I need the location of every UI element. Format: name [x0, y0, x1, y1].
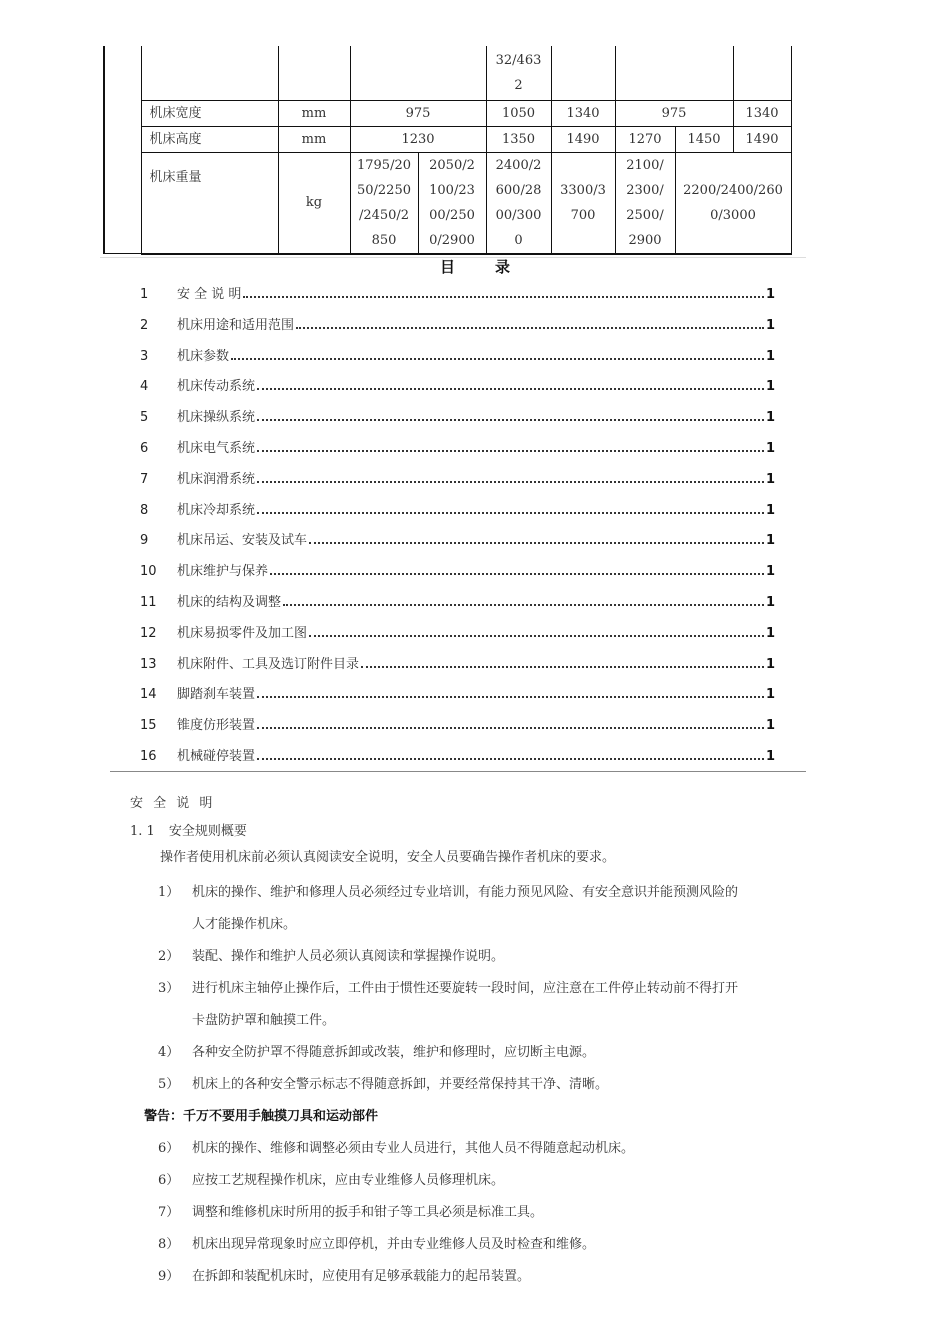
rule-text: 各种安全防护罩不得随意拆卸或改装，维护和修理时，应切断主电源。: [192, 1045, 596, 1060]
rule-number: 4）: [158, 1045, 180, 1060]
spec-value: 1230: [350, 126, 486, 152]
toc-item[interactable]: [140, 529, 775, 560]
rule-number: 7）: [158, 1205, 180, 1220]
spec-value: 1340: [551, 100, 615, 126]
toc-item[interactable]: [140, 653, 775, 684]
toc-page-number: 1: [765, 656, 775, 672]
toc-number: 2: [140, 317, 149, 333]
toc-item[interactable]: [140, 345, 775, 376]
toc-page-number: 1: [765, 533, 775, 549]
rule-item: [158, 1229, 808, 1261]
rule-item: [158, 1037, 808, 1069]
toc-entry-title: 机床附件、工具及选订附件目录: [177, 656, 360, 672]
spec-value: [486, 152, 551, 254]
toc-entry-title: 脚踏刹车装置: [177, 687, 256, 703]
rule-item: [158, 1261, 808, 1293]
row-label: 机床宽度: [141, 100, 278, 126]
cell-line: 0/2900: [429, 232, 475, 248]
toc-number: 7: [140, 471, 149, 487]
toc-entry-title: 机床电气系统: [177, 440, 256, 456]
cell-line: 2050/2: [429, 157, 475, 173]
spec-value: 1270: [615, 126, 675, 152]
toc-page-number: 1: [765, 564, 775, 580]
toc-number: 14: [140, 687, 157, 703]
rule-item: [158, 941, 808, 973]
section-heading: 安 全 说 明: [130, 796, 216, 811]
toc-entry-title: 机床易损零件及加工图: [177, 625, 308, 641]
cell-line: 50/2250: [356, 182, 411, 198]
toc-item[interactable]: [140, 683, 775, 714]
rule-text: 卡盘防护罩和触摸工件。: [192, 1013, 336, 1028]
rule-number: 2）: [158, 949, 180, 964]
toc-entry-title: 安 全 说 明: [177, 287, 242, 302]
rule-text: 装配、操作和维护人员必须认真阅读和掌握操作说明。: [192, 949, 505, 964]
spec-value: [615, 152, 675, 254]
toc-item[interactable]: [140, 714, 775, 745]
toc-entry-title: 机床维护与保养: [177, 564, 269, 580]
toc-page-number: 1: [765, 687, 775, 703]
toc-leader-dots: [257, 758, 764, 760]
toc-title: 目录: [439, 258, 550, 276]
cell-line: 0/3000: [710, 207, 756, 223]
toc-number: 9: [140, 533, 149, 549]
spec-value: 1450: [675, 126, 733, 152]
rule-item: [158, 973, 808, 1005]
row-label: 机床重量: [141, 152, 278, 254]
rules-list: [144, 877, 808, 1293]
cell-line: 2500/: [626, 207, 664, 223]
rule-number: 6）: [158, 1141, 180, 1156]
cell-line: 00/300: [495, 207, 542, 223]
toc-page-number: 1: [765, 410, 775, 426]
subsection-heading: [130, 820, 261, 839]
spec-row-width: [104, 100, 791, 126]
toc-leader-dots: [257, 419, 764, 421]
toc-page-number: 1: [765, 594, 775, 610]
spec-cell: [141, 46, 278, 100]
toc-page-number: 1: [765, 348, 775, 364]
spec-value: 1490: [733, 126, 791, 152]
rule-number: 5）: [158, 1077, 180, 1092]
toc-page-number: 1: [765, 317, 775, 333]
rule-text: 人才能操作机床。: [192, 917, 297, 932]
toc-leader-dots: [257, 727, 764, 729]
spec-cell: [615, 46, 733, 100]
row-label: 机床高度: [141, 126, 278, 152]
rule-number: 3）: [158, 981, 180, 996]
cell-line: 1795/20: [356, 157, 411, 173]
toc-leader-dots: [283, 604, 764, 606]
toc-leader-dots: [231, 358, 764, 360]
toc-entry-title: 机床传动系统: [177, 379, 256, 395]
toc-number: 13: [140, 656, 157, 672]
rule-item: [158, 1197, 808, 1229]
rule-number: 9）: [158, 1269, 180, 1284]
toc-number: 15: [140, 718, 157, 734]
cell-line: 2: [514, 77, 523, 93]
toc-leader-dots: [257, 450, 764, 452]
spec-table: [103, 46, 792, 255]
spec-cell: [551, 46, 615, 100]
cell-line: 32/463: [495, 52, 542, 68]
cell-line: 2400/2: [495, 157, 542, 173]
toc-item[interactable]: [140, 406, 775, 437]
spec-value: 1490: [551, 126, 615, 152]
toc-page-number: 1: [765, 440, 775, 456]
warning-text: 警告：千万不要用手触摸刀具和运动部件: [144, 1109, 379, 1124]
spec-cell: [278, 46, 350, 100]
toc-entry-title: 机械碰停装置: [177, 748, 256, 764]
toc-item[interactable]: [140, 375, 775, 406]
spec-row-height: [104, 126, 791, 152]
rule-text: 进行机床主轴停止操作后，工件由于惯性还要旋转一段时间，应注意在工件停止转动前不得打开: [192, 981, 739, 996]
rule-item: [158, 877, 808, 909]
cell-line: 100/23: [429, 182, 475, 198]
spec-cell: [733, 46, 791, 100]
spec-value: [350, 152, 418, 254]
cell-line: 2200/2400/260: [683, 182, 783, 198]
toc-item[interactable]: [140, 499, 775, 530]
toc-number: 4: [140, 379, 149, 395]
spec-cell: [350, 46, 486, 100]
toc-number: 12: [140, 625, 157, 641]
cell-line: 0: [514, 232, 523, 248]
toc-item[interactable]: [140, 468, 775, 499]
toc-item[interactable]: [140, 314, 775, 345]
cell-line: 850: [371, 232, 397, 248]
spec-value: 1340: [733, 100, 791, 126]
toc-item[interactable]: [140, 437, 775, 468]
intro-paragraph: 操作者使用机床前必须认真阅读安全说明，安全人员要确告操作者机床的要求。: [160, 850, 616, 865]
toc-page-number: 1: [765, 502, 775, 518]
toc-page-number: 1: [765, 625, 775, 641]
rule-indent: [158, 909, 192, 941]
rule-number: 6）: [158, 1173, 180, 1188]
spec-row-top: [104, 46, 791, 100]
toc-page-number: 1: [765, 379, 775, 395]
toc-number: 11: [140, 594, 157, 610]
toc-entry-title: 机床冷却系统: [177, 502, 256, 518]
toc-entry-title: 机床的结构及调整: [177, 594, 282, 610]
rule-text: 调整和维修机床时所用的扳手和钳子等工具必须是标准工具。: [192, 1205, 544, 1220]
rule-item-continuation: [158, 909, 808, 941]
cell-line: 00/250: [429, 207, 475, 223]
toc-number: 8: [140, 502, 149, 518]
toc-item[interactable]: [140, 283, 775, 314]
spec-value: [675, 152, 791, 254]
row-unit: mm: [278, 100, 350, 126]
rule-indent: [158, 1005, 192, 1037]
spec-left-margin-cell: [104, 46, 141, 254]
toc-number: 3: [140, 348, 149, 364]
toc-leader-dots: [257, 696, 764, 698]
spec-value: [551, 152, 615, 254]
toc-list: [140, 283, 775, 776]
rule-item: [158, 1133, 808, 1165]
cell-line: 700: [570, 207, 596, 223]
toc-leader-dots: [270, 573, 764, 575]
cell-line: 2300/: [626, 182, 664, 198]
subsection-number: 1. 1: [130, 824, 155, 839]
toc-leader-dots: [243, 296, 764, 298]
toc-entry-title: 机床参数: [177, 348, 230, 364]
toc-page-number: 1: [765, 748, 775, 764]
spec-value: 1050: [486, 100, 551, 126]
toc-leader-dots: [309, 635, 764, 637]
cell-line: 2100/: [626, 157, 664, 173]
toc-entry-title: 机床吊运、安装及试车: [177, 533, 308, 549]
toc-item[interactable]: [140, 560, 775, 591]
cell-line: 600/28: [495, 182, 542, 198]
rule-number: 1）: [158, 885, 180, 900]
toc-leader-dots: [257, 481, 764, 483]
rule-text: 机床的操作、维护和修理人员必须经过专业培训，有能力预见风险、有安全意识并能预测风险的: [192, 885, 739, 900]
toc-entry-title: 机床润滑系统: [177, 471, 256, 487]
toc-number: 16: [140, 748, 157, 764]
toc-number: 6: [140, 440, 149, 456]
cell-line: /2450/2: [358, 207, 410, 223]
toc-leader-dots: [257, 512, 764, 514]
toc-number: 1: [140, 287, 149, 302]
toc-entry-title: 机床操纵系统: [177, 410, 256, 426]
spec-cell: [486, 46, 551, 100]
toc-item[interactable]: [140, 622, 775, 653]
toc-item[interactable]: [140, 591, 775, 622]
subsection-title: 安全规则概要: [168, 824, 247, 839]
rule-number: 8）: [158, 1237, 180, 1252]
rule-text: 机床上的各种安全警示标志不得随意拆卸，并要经常保持其干净、清晰。: [192, 1077, 609, 1092]
rule-item: [158, 1069, 808, 1101]
toc-leader-dots: [309, 542, 764, 544]
spec-value: [418, 152, 486, 254]
rule-text: 机床出现异常现象时应立即停机，并由专业维修人员及时检查和维修。: [192, 1237, 596, 1252]
toc-page-number: 1: [765, 471, 775, 487]
toc-page-number: 1: [765, 718, 775, 734]
row-unit: mm: [278, 126, 350, 152]
rule-text: 应按工艺规程操作机床，应由专业维修人员修理机床。: [192, 1173, 505, 1188]
toc-page-number: 1: [765, 287, 775, 302]
toc-number: 10: [140, 564, 157, 580]
spec-value: 1350: [486, 126, 551, 152]
rule-item: [158, 1165, 808, 1197]
divider: [110, 771, 806, 772]
rule-text: 在拆卸和装配机床时，应使用有足够承载能力的起吊装置。: [192, 1269, 531, 1284]
spec-value: 975: [350, 100, 486, 126]
toc-leader-dots: [257, 388, 764, 390]
rule-text: 机床的操作、维修和调整必须由专业人员进行，其他人员不得随意起动机床。: [192, 1141, 635, 1156]
rule-item-continuation: [158, 1005, 808, 1037]
spec-value: 975: [615, 100, 733, 126]
toc-leader-dots: [361, 666, 764, 668]
cell-line: 3300/3: [560, 182, 606, 198]
toc-number: 5: [140, 410, 149, 426]
row-unit: kg: [278, 152, 350, 254]
spec-row-weight: [104, 152, 791, 254]
toc-leader-dots: [296, 327, 764, 329]
cell-line: 2900: [628, 232, 662, 248]
toc-entry-title: 锥度仿形装置: [177, 718, 256, 734]
toc-entry-title: 机床用途和适用范围: [177, 317, 295, 333]
